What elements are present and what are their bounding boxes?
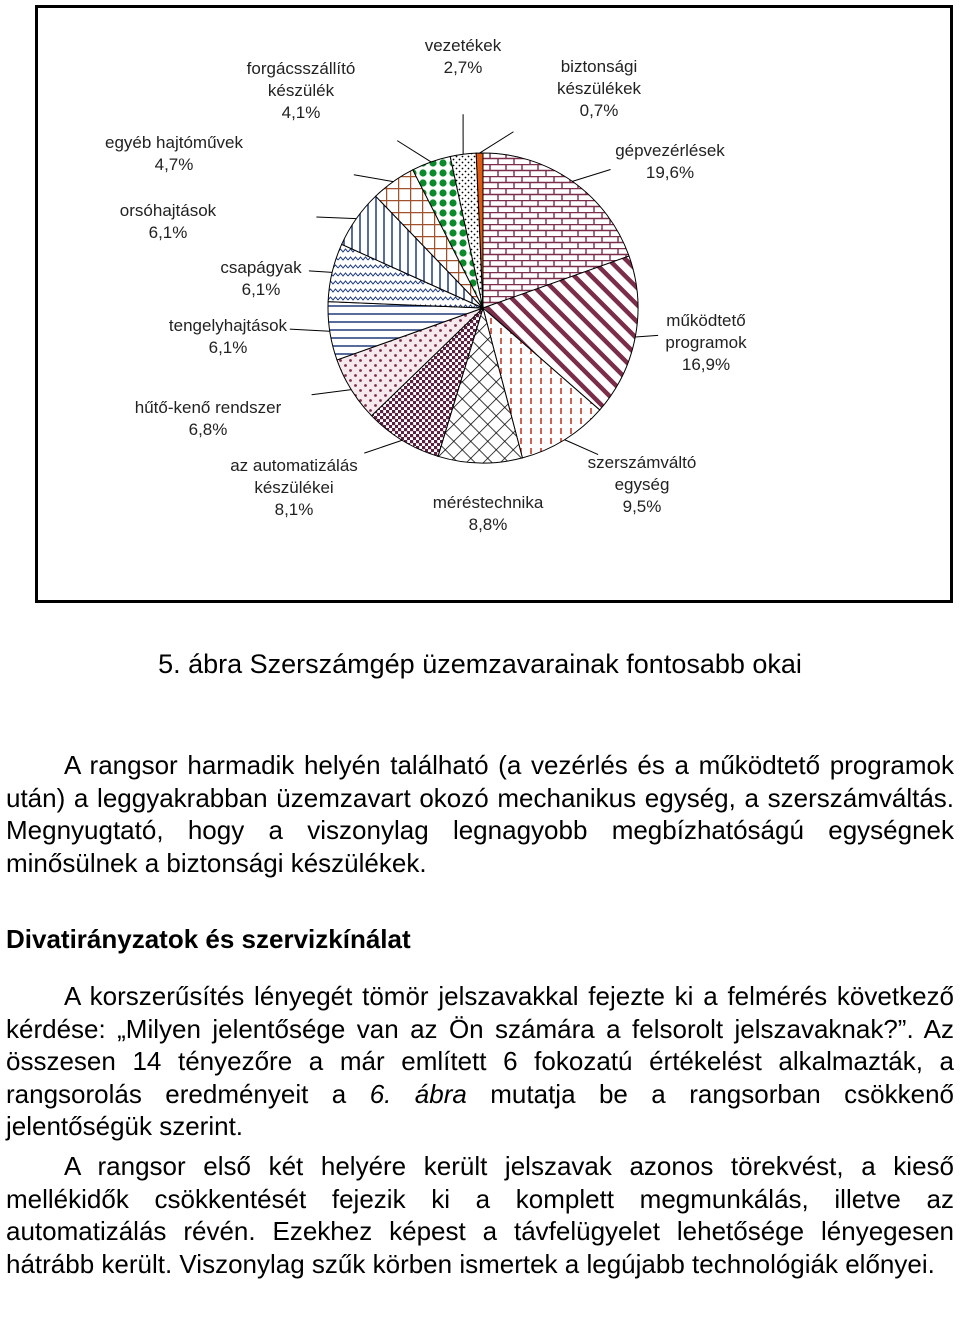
pie-leader-line — [397, 141, 431, 162]
body-paragraph-3: A rangsor első két helyére került jelszavak azonos törekvést, a kieső mellékidők csökkentését fejezik ki a komplett megmunkálás, illetve az automatizálás révén. Ezekhez képest a távfelügyelet lehetősége lényegesen hátrább került. Viszonylag szűk körben ismertek a legújabb technológiák előnyei. — [6, 1151, 954, 1279]
pie-leader-line — [480, 132, 514, 153]
pie-slice-label: tengelyhajtások 6,1% — [168, 316, 288, 357]
body-paragraph-1: A rangsor harmadik helyén található (a vezérlés és a működtető programok után) a leggyakrabban üzemzavart okozó mechanikus egység, a szerszámváltás. Megnyugtató, hogy a viszonylag legnagyobb megbízhatóságú egységnek minősülnek a biztonsági készülékek. — [6, 750, 954, 878]
pie-chart-frame — [35, 5, 953, 603]
pie-leader-line — [364, 440, 402, 453]
pie-slice-label: csapágyak 6,1% — [220, 258, 302, 299]
pie-slice-label: szerszámváltó egység 9,5% — [587, 453, 697, 516]
pie-leader-line — [316, 217, 356, 219]
pie-leader-line — [312, 390, 352, 395]
pie-slice-label: gépvezérlések 19,6% — [615, 141, 725, 182]
pie-leader-line — [309, 271, 332, 272]
pie-slice-label: biztonsági készülékek 0,7% — [556, 57, 642, 120]
body-paragraph-2 — [6, 980, 954, 1143]
pie-slice-label: orsóhajtások 6,1% — [119, 201, 217, 242]
pie-slice-label: hűtő-kenő rendszer 6,8% — [134, 398, 282, 439]
figure-caption: 5. ábra Szerszámgép üzemzavarainak fontosabb okai — [158, 649, 802, 679]
pie-slice-label: működtető programok 16,9% — [665, 311, 747, 374]
section-heading: Divatirányzatok és szervizkínálat — [6, 924, 411, 954]
body-paragraph-2-text-b: mutatja be a rangsorban csökkenő jelentőségük szerint. — [6, 1078, 955, 1141]
pie-leader-line — [635, 335, 658, 337]
pie-chart — [38, 8, 950, 600]
pie-slice-label: forgácsszállító készülék 4,1% — [246, 59, 356, 122]
figure-reference: 6. ábra — [369, 1078, 467, 1109]
pie-slice-label: az automatizálás készülékei 8,1% — [230, 456, 358, 519]
pie-slice-label: vezetékek 2,7% — [424, 36, 502, 77]
pie-leader-line — [572, 169, 610, 181]
body-paragraph-2-text-a: A korszerűsítés lényegét tömör jelszavakkal fejezte ki a felmérés következő kérdése: „Milyen jelentősége van az Ön számára a felsorolt jelszavaknak?”. Az összesen 14 tényezőre a már említett 6 fokozatú értékelést alkalmazták, a rangsorolás eredményeit a — [6, 981, 954, 1109]
pie-leader-line — [354, 175, 393, 182]
pie-slice-label: egyéb hajtóművek 4,7% — [105, 133, 243, 174]
pie-slice-label: méréstechnika 8,8% — [432, 493, 544, 534]
pie-leader-line — [290, 329, 330, 331]
